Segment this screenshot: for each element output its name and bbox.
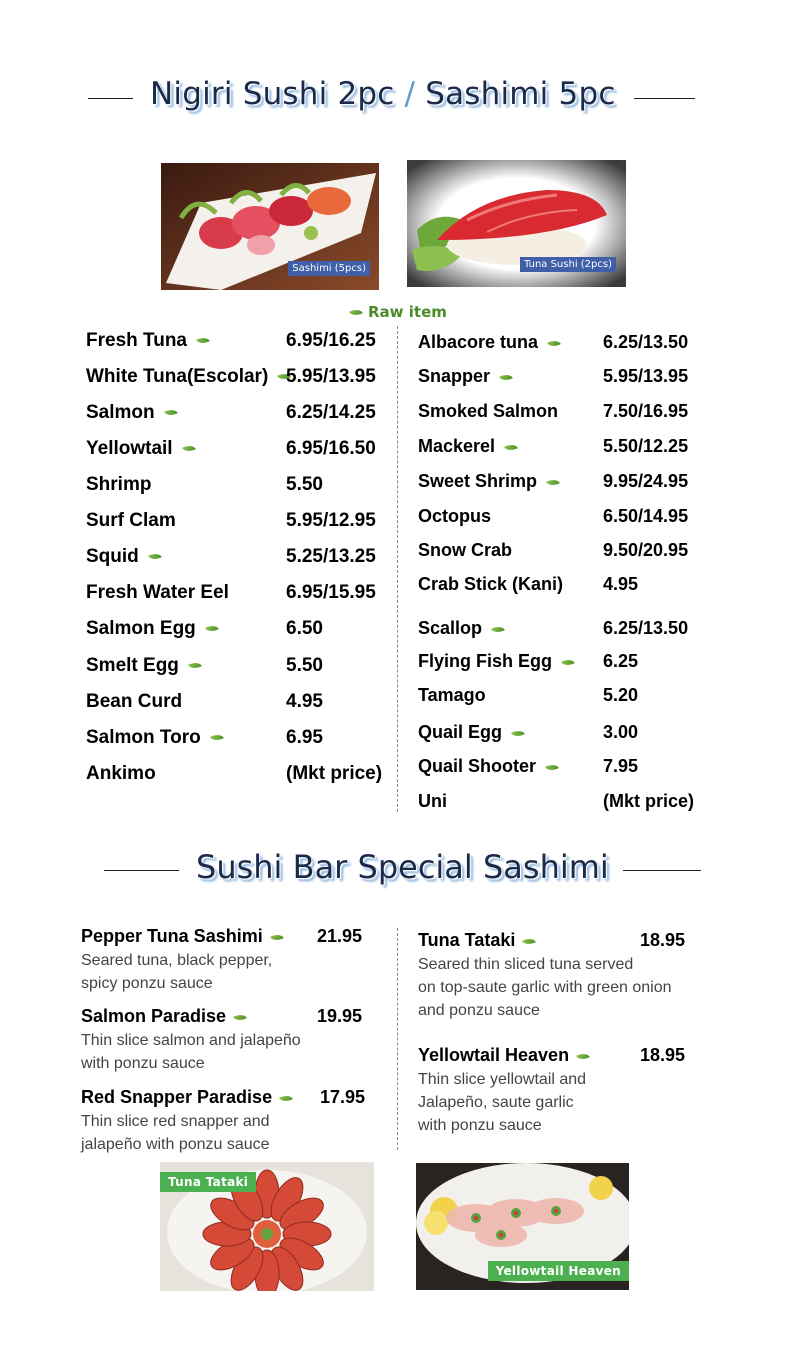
title-rule-right xyxy=(634,98,695,99)
nigiri-section-title xyxy=(150,76,616,112)
menu-item-name: Smelt Egg xyxy=(86,655,201,677)
leaf-icon xyxy=(270,932,284,943)
leaf-icon xyxy=(511,728,525,739)
special-desc: Seared thin sliced tuna served on top-saute garlic with green onion and ponzu sauce xyxy=(418,956,672,1019)
menu-item-price: 3.00 xyxy=(603,722,639,742)
menu-item-price: 7.50/16.95 xyxy=(603,401,689,421)
menu-item-name: Sweet Shrimp xyxy=(418,471,559,492)
tuna-sushi-photo-label: Tuna Sushi (2pcs) xyxy=(520,257,616,272)
menu-item-name: Mackerel xyxy=(418,436,517,457)
special-name: Salmon Paradise xyxy=(81,1006,371,1027)
special-column-divider xyxy=(397,928,398,1150)
menu-item-name: Crab Stick (Kani) xyxy=(418,574,564,594)
menu-item-price: 9.50/20.95 xyxy=(603,540,689,560)
leaf-icon xyxy=(522,936,536,947)
menu-item-price: 5.50/12.25 xyxy=(603,436,689,456)
nigiri-title-part2: Sashimi 5pc xyxy=(425,76,616,112)
leaf-icon xyxy=(188,660,202,671)
menu-item-name: Fresh Tuna xyxy=(86,330,209,352)
yellowtail-heaven-photo xyxy=(416,1163,629,1290)
menu-item-price: 4.95 xyxy=(286,691,323,712)
menu-item-name: Quail Egg xyxy=(418,722,524,743)
menu-item-name: Shrimp xyxy=(86,474,152,495)
leaf-icon xyxy=(349,306,363,317)
menu-item-name: Yellowtail xyxy=(86,438,195,460)
menu-item-name: Snow Crab xyxy=(418,540,513,560)
menu-item-price: 6.95/15.95 xyxy=(286,582,376,603)
special-name: Red Snapper Paradise xyxy=(81,1087,371,1108)
leaf-icon xyxy=(182,443,196,454)
special-item-tuna-tataki xyxy=(418,930,708,1022)
special-price: 19.95 xyxy=(317,1006,363,1026)
menu-item-price: 6.25 xyxy=(603,651,639,671)
leaf-icon xyxy=(547,338,561,349)
menu-item-name: Surf Clam xyxy=(86,510,176,531)
special-item-salmon-paradise xyxy=(81,1006,371,1075)
menu-item-price: 5.95/12.95 xyxy=(286,510,376,531)
menu-item-price: 5.25/13.25 xyxy=(286,546,376,567)
special-name: Pepper Tuna Sashimi xyxy=(81,926,371,947)
leaf-icon xyxy=(233,1012,247,1023)
tuna-sushi-photo xyxy=(407,160,626,287)
menu-item-name: Salmon Egg xyxy=(86,618,218,640)
raw-legend-label: Raw item xyxy=(368,303,447,321)
menu-item-price: 6.25/13.50 xyxy=(603,332,689,352)
menu-item-name: Squid xyxy=(86,546,161,568)
menu-item-price: 5.95/13.95 xyxy=(603,366,689,386)
menu-item-price: (Mkt price) xyxy=(603,791,695,811)
special-desc: Thin slice yellowtail and Jalapeño, saute garlic with ponzu sauce xyxy=(418,1071,587,1134)
special-desc: Seared tuna, black pepper, spicy ponzu sauce xyxy=(81,952,273,992)
raw-item-legend xyxy=(350,303,447,321)
menu-item-name: Bean Curd xyxy=(86,691,183,712)
special-rule-right xyxy=(623,870,701,871)
menu-item-name: Snapper xyxy=(418,366,512,387)
menu-item-price: 7.95 xyxy=(603,756,639,776)
special-desc: Thin slice salmon and jalapeño with ponzu sauce xyxy=(81,1032,301,1072)
column-divider xyxy=(397,326,398,812)
special-price: 21.95 xyxy=(317,926,363,946)
title-slash: / xyxy=(404,76,416,112)
special-item-red-snapper xyxy=(81,1087,371,1156)
menu-item-price: 6.25/13.50 xyxy=(603,618,689,638)
special-price: 17.95 xyxy=(320,1087,366,1107)
menu-item-name: Quail Shooter xyxy=(418,756,558,777)
menu-item-name: Uni xyxy=(418,791,447,811)
menu-item-name: Octopus xyxy=(418,506,492,526)
leaf-icon xyxy=(504,442,518,453)
leaf-icon xyxy=(205,623,219,634)
menu-item-name: Ankimo xyxy=(86,763,156,784)
special-price: 18.95 xyxy=(640,930,686,950)
tuna-tataki-photo xyxy=(160,1162,374,1291)
menu-item-price: 5.50 xyxy=(286,655,323,676)
special-rule-left xyxy=(104,870,179,871)
leaf-icon xyxy=(546,477,560,488)
menu-item-name: Smoked Salmon xyxy=(418,401,559,421)
menu-item-price: 4.95 xyxy=(603,574,639,594)
menu-item-name: Fresh Water Eel xyxy=(86,582,229,603)
special-desc: Thin slice red snapper and jalapeño with ponzu sauce xyxy=(81,1113,270,1153)
menu-item-name: Scallop xyxy=(418,618,504,639)
special-item-yellowtail-heaven xyxy=(418,1045,708,1137)
special-section-title: Sushi Bar Special Sashimi xyxy=(196,848,609,886)
special-item-pepper-tuna xyxy=(81,926,371,995)
leaf-icon xyxy=(164,407,178,418)
leaf-icon xyxy=(148,551,162,562)
nigiri-title-part1: Nigiri Sushi 2pc xyxy=(150,76,395,112)
leaf-icon xyxy=(210,732,224,743)
menu-item-price: 6.25/14.25 xyxy=(286,402,376,423)
yellowtail-heaven-photo-label: Yellowtail Heaven xyxy=(488,1261,629,1281)
title-rule-left xyxy=(88,98,133,99)
menu-item-price: 5.50 xyxy=(286,474,323,495)
special-name: Tuna Tataki xyxy=(418,930,708,951)
special-price: 18.95 xyxy=(640,1045,686,1065)
menu-item-name: Salmon xyxy=(86,402,177,424)
leaf-icon xyxy=(561,657,575,668)
leaf-icon xyxy=(491,624,505,635)
menu-item-price: 6.95 xyxy=(286,727,323,748)
menu-item-price: (Mkt price) xyxy=(286,763,383,784)
menu-item-name: Tamago xyxy=(418,685,486,705)
leaf-icon xyxy=(545,762,559,773)
sashimi-photo xyxy=(161,163,379,290)
leaf-icon xyxy=(499,372,513,383)
menu-item-price: 6.50 xyxy=(286,618,323,639)
menu-item-name: Albacore tuna xyxy=(418,332,560,353)
menu-item-name: White Tuna(Escolar) xyxy=(86,366,290,388)
special-name: Yellowtail Heaven xyxy=(418,1045,708,1066)
leaf-icon xyxy=(279,1093,293,1104)
menu-item-price: 6.95/16.50 xyxy=(286,438,376,459)
menu-item-price: 9.95/24.95 xyxy=(603,471,689,491)
menu-item-price: 5.95/13.95 xyxy=(286,366,376,387)
tuna-tataki-photo-label: Tuna Tataki xyxy=(160,1172,256,1192)
leaf-icon xyxy=(576,1051,590,1062)
menu-item-name: Flying Fish Egg xyxy=(418,651,574,672)
menu-item-name: Salmon Toro xyxy=(86,727,223,749)
menu-item-price: 5.20 xyxy=(603,685,639,705)
menu-item-price: 6.50/14.95 xyxy=(603,506,689,526)
menu-item-price: 6.95/16.25 xyxy=(286,330,376,351)
leaf-icon xyxy=(196,335,210,346)
sashimi-photo-label: Sashimi (5pcs) xyxy=(288,261,370,276)
